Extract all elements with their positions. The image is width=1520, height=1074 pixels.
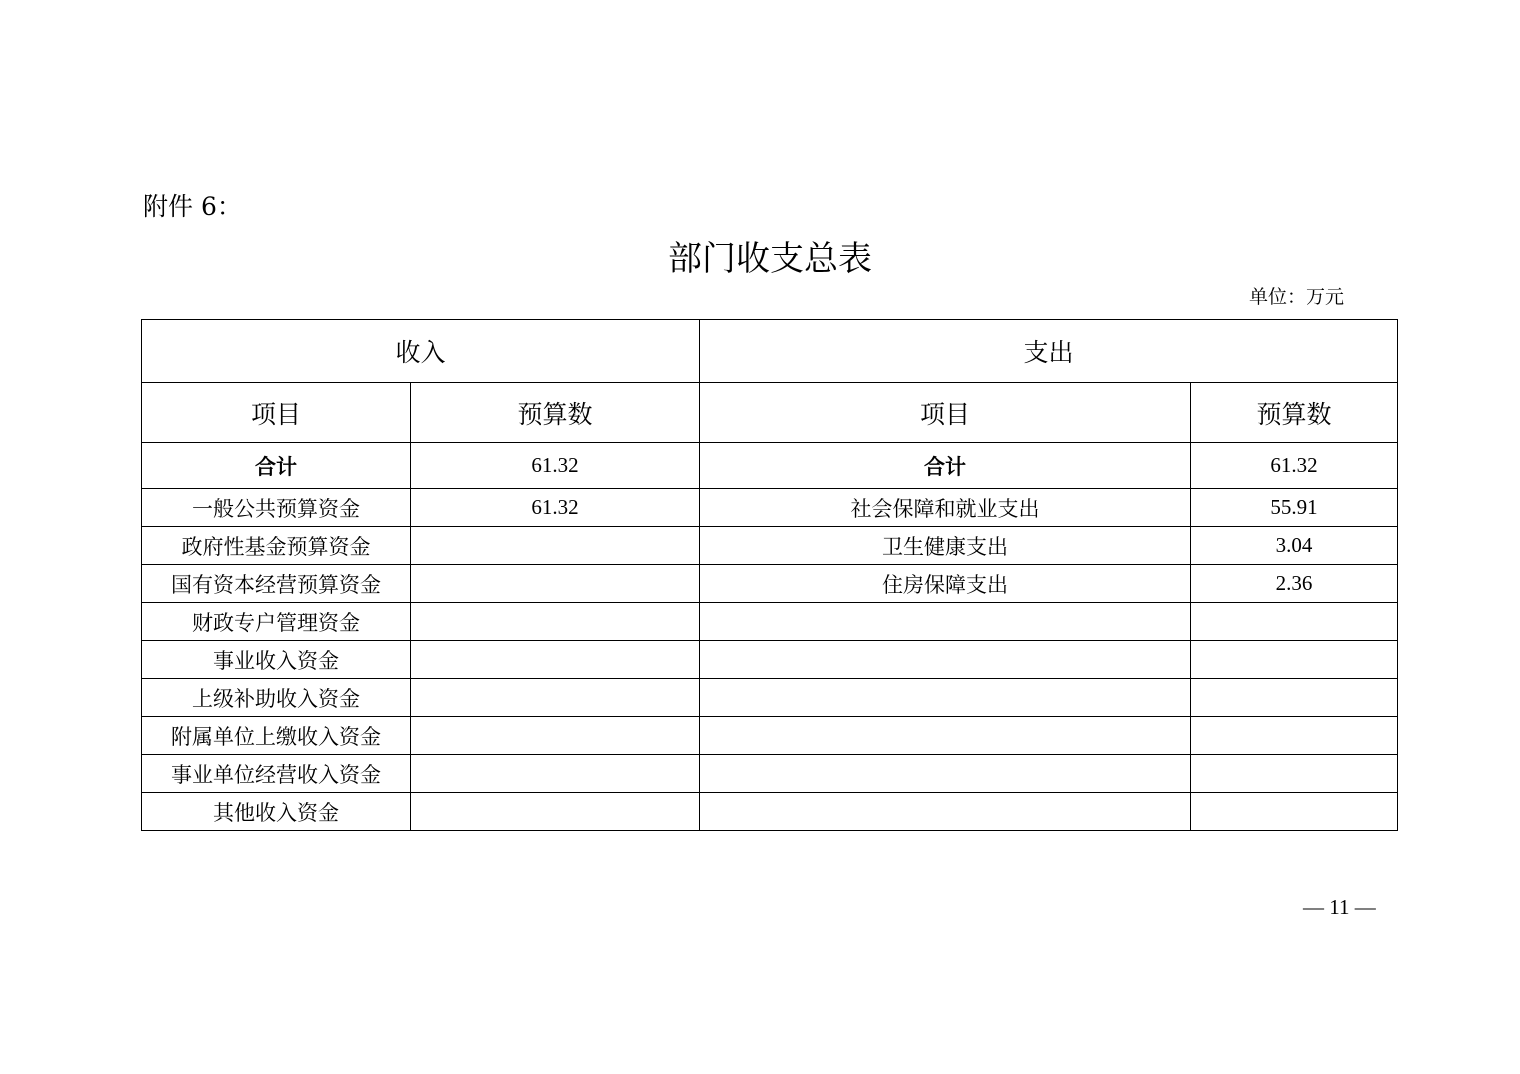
expense-budget-cell xyxy=(1191,679,1398,717)
table-row xyxy=(142,641,1398,679)
expense-group-header: 支出 xyxy=(700,320,1398,383)
income-item-cell: 国有资本经营预算资金 xyxy=(142,565,411,603)
income-item-cell: 事业收入资金 xyxy=(142,641,411,679)
table-row xyxy=(142,793,1398,831)
income-budget-cell xyxy=(411,717,700,755)
income-budget-cell xyxy=(411,793,700,831)
group-header-row xyxy=(142,320,1398,383)
unit-label: 单位：万元 xyxy=(1248,286,1344,308)
income-item-header: 项目 xyxy=(142,383,411,443)
expense-item-cell: 卫生健康支出 xyxy=(700,527,1191,565)
income-item-cell: 一般公共预算资金 xyxy=(142,489,411,527)
income-total-label: 合计 xyxy=(142,443,411,489)
expense-budget-header: 预算数 xyxy=(1191,383,1398,443)
table-row xyxy=(142,679,1398,717)
page-number: — 11 — xyxy=(1303,895,1376,919)
expense-budget-cell xyxy=(1191,717,1398,755)
expense-total-label: 合计 xyxy=(700,443,1191,489)
income-budget-cell xyxy=(411,641,700,679)
table-row xyxy=(142,527,1398,565)
income-item-cell: 事业单位经营收入资金 xyxy=(142,755,411,793)
expense-budget-cell: 55.91 xyxy=(1191,489,1398,527)
income-item-cell: 附属单位上缴收入资金 xyxy=(142,717,411,755)
income-item-cell: 政府性基金预算资金 xyxy=(142,527,411,565)
income-budget-cell xyxy=(411,565,700,603)
income-budget-cell xyxy=(411,527,700,565)
expense-item-cell xyxy=(700,717,1191,755)
table-row xyxy=(142,489,1398,527)
table-row xyxy=(142,565,1398,603)
column-header-row xyxy=(142,383,1398,443)
income-budget-header: 预算数 xyxy=(411,383,700,443)
income-budget-cell: 61.32 xyxy=(411,489,700,527)
total-row xyxy=(142,443,1398,489)
expense-item-cell: 住房保障支出 xyxy=(700,565,1191,603)
income-expense-summary-table xyxy=(141,319,1398,831)
attachment-label: 附件 6： xyxy=(143,192,242,221)
table-row xyxy=(142,717,1398,755)
income-budget-cell xyxy=(411,603,700,641)
income-budget-cell xyxy=(411,755,700,793)
income-budget-cell xyxy=(411,679,700,717)
expense-budget-cell xyxy=(1191,755,1398,793)
expense-item-header: 项目 xyxy=(700,383,1191,443)
expense-budget-cell xyxy=(1191,641,1398,679)
table-row xyxy=(142,755,1398,793)
expense-total-value: 61.32 xyxy=(1191,443,1398,489)
expense-item-cell xyxy=(700,603,1191,641)
expense-item-cell xyxy=(700,641,1191,679)
income-group-header: 收入 xyxy=(142,320,700,383)
expense-item-cell: 社会保障和就业支出 xyxy=(700,489,1191,527)
expense-item-cell xyxy=(700,679,1191,717)
expense-budget-cell xyxy=(1191,793,1398,831)
income-item-cell: 财政专户管理资金 xyxy=(142,603,411,641)
expense-item-cell xyxy=(700,755,1191,793)
expense-budget-cell: 2.36 xyxy=(1191,565,1398,603)
expense-item-cell xyxy=(700,793,1191,831)
income-total-value: 61.32 xyxy=(411,443,700,489)
page-title: 部门收支总表 xyxy=(668,239,872,279)
expense-budget-cell xyxy=(1191,603,1398,641)
table-row xyxy=(142,603,1398,641)
income-item-cell: 上级补助收入资金 xyxy=(142,679,411,717)
expense-budget-cell: 3.04 xyxy=(1191,527,1398,565)
income-item-cell: 其他收入资金 xyxy=(142,793,411,831)
